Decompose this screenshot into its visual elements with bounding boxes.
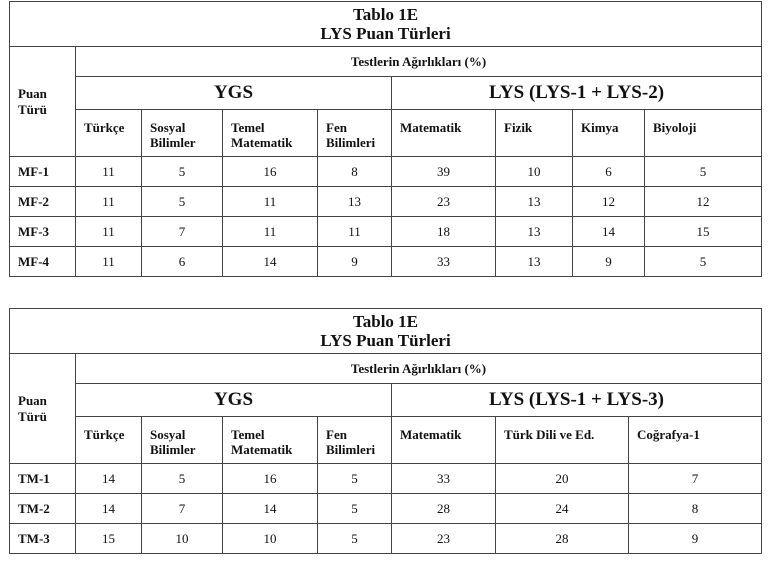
cell: 14	[223, 494, 318, 524]
group-ygs-header: YGS	[76, 77, 392, 110]
table-title	[10, 2, 762, 47]
cell: 23	[392, 187, 496, 217]
cell: 10	[496, 157, 573, 187]
cell: 12	[645, 187, 762, 217]
cell: 9	[629, 524, 762, 554]
cell: 11	[76, 247, 142, 277]
subject-header: Sosyal Bilimler	[142, 417, 223, 464]
cell: 28	[496, 524, 629, 554]
cell: 15	[76, 524, 142, 554]
table-title-line2: LYS Puan Türleri	[320, 24, 451, 43]
subject-header: Fen Bilimleri	[318, 417, 392, 464]
table-title-line2: LYS Puan Türleri	[320, 331, 451, 350]
turu-label: Türü	[18, 408, 47, 424]
table-row	[10, 247, 762, 277]
subject-header: Türkçe	[76, 417, 142, 464]
subject-header: Temel Matematik	[223, 110, 318, 157]
cell: 6	[573, 157, 645, 187]
table-row	[10, 187, 762, 217]
table-row	[10, 217, 762, 247]
cell: 5	[142, 157, 223, 187]
cell: 33	[392, 247, 496, 277]
cell: 11	[223, 217, 318, 247]
cell: 18	[392, 217, 496, 247]
cell: 11	[76, 187, 142, 217]
cell: 39	[392, 157, 496, 187]
row-label: MF-4	[10, 247, 76, 277]
subject-header: Fen Bilimleri	[318, 110, 392, 157]
cell: 5	[318, 494, 392, 524]
group-ygs-header: YGS	[76, 384, 392, 417]
cell: 5	[645, 247, 762, 277]
table-row	[10, 524, 762, 554]
subject-header: Matematik	[392, 110, 496, 157]
cell: 13	[496, 187, 573, 217]
group-lys-header: LYS (LYS-1 + LYS-3)	[392, 384, 762, 417]
cell: 11	[223, 187, 318, 217]
puan-label: Puan	[18, 392, 47, 408]
cell: 6	[142, 247, 223, 277]
subject-header-row	[10, 110, 762, 157]
cell: 10	[142, 524, 223, 554]
cell: 9	[318, 247, 392, 277]
row-label: TM-1	[10, 464, 76, 494]
cell: 5	[318, 464, 392, 494]
subject-header: Temel Matematik	[223, 417, 318, 464]
cell: 11	[76, 157, 142, 187]
cell: 5	[645, 157, 762, 187]
puan-label: Puan	[18, 85, 47, 101]
row-label: MF-2	[10, 187, 76, 217]
weights-header: Testlerin Ağırlıkları (%)	[76, 47, 762, 77]
subject-header: Türk Dili ve Ed.	[496, 417, 629, 464]
row-label: TM-3	[10, 524, 76, 554]
table-mf	[9, 1, 762, 277]
subject-header-row	[10, 417, 762, 464]
subject-header: Coğrafya-1	[629, 417, 762, 464]
cell: 24	[496, 494, 629, 524]
cell: 33	[392, 464, 496, 494]
cell: 8	[318, 157, 392, 187]
table-row	[10, 464, 762, 494]
row-label: MF-3	[10, 217, 76, 247]
cell: 20	[496, 464, 629, 494]
table-title-line1: Tablo 1E	[352, 5, 419, 24]
turu-label: Türü	[18, 101, 47, 117]
cell: 28	[392, 494, 496, 524]
cell: 10	[223, 524, 318, 554]
row-label: TM-2	[10, 494, 76, 524]
cell: 23	[392, 524, 496, 554]
subject-header: Matematik	[392, 417, 496, 464]
subject-header: Biyoloji	[645, 110, 762, 157]
cell: 5	[142, 464, 223, 494]
cell: 9	[573, 247, 645, 277]
puan-turu-header	[10, 47, 76, 157]
subject-header: Sosyal Bilimler	[142, 110, 223, 157]
cell: 7	[629, 464, 762, 494]
cell: 11	[318, 217, 392, 247]
cell: 5	[142, 187, 223, 217]
cell: 11	[76, 217, 142, 247]
cell: 12	[573, 187, 645, 217]
cell: 7	[142, 494, 223, 524]
table-row	[10, 157, 762, 187]
row-label: MF-1	[10, 157, 76, 187]
cell: 13	[318, 187, 392, 217]
table-tm	[9, 308, 762, 554]
weights-header: Testlerin Ağırlıkları (%)	[76, 354, 762, 384]
cell: 5	[318, 524, 392, 554]
cell: 16	[223, 157, 318, 187]
cell: 15	[645, 217, 762, 247]
subject-header: Fizik	[496, 110, 573, 157]
cell: 14	[223, 247, 318, 277]
cell: 8	[629, 494, 762, 524]
subject-header: Türkçe	[76, 110, 142, 157]
cell: 14	[76, 464, 142, 494]
cell: 7	[142, 217, 223, 247]
subject-header: Kimya	[573, 110, 645, 157]
cell: 13	[496, 247, 573, 277]
table-title	[10, 309, 762, 354]
cell: 16	[223, 464, 318, 494]
cell: 14	[76, 494, 142, 524]
cell: 14	[573, 217, 645, 247]
group-lys-header: LYS (LYS-1 + LYS-2)	[392, 77, 762, 110]
puan-turu-header	[10, 354, 76, 464]
cell: 13	[496, 217, 573, 247]
table-title-line1: Tablo 1E	[352, 312, 419, 331]
table-row	[10, 494, 762, 524]
